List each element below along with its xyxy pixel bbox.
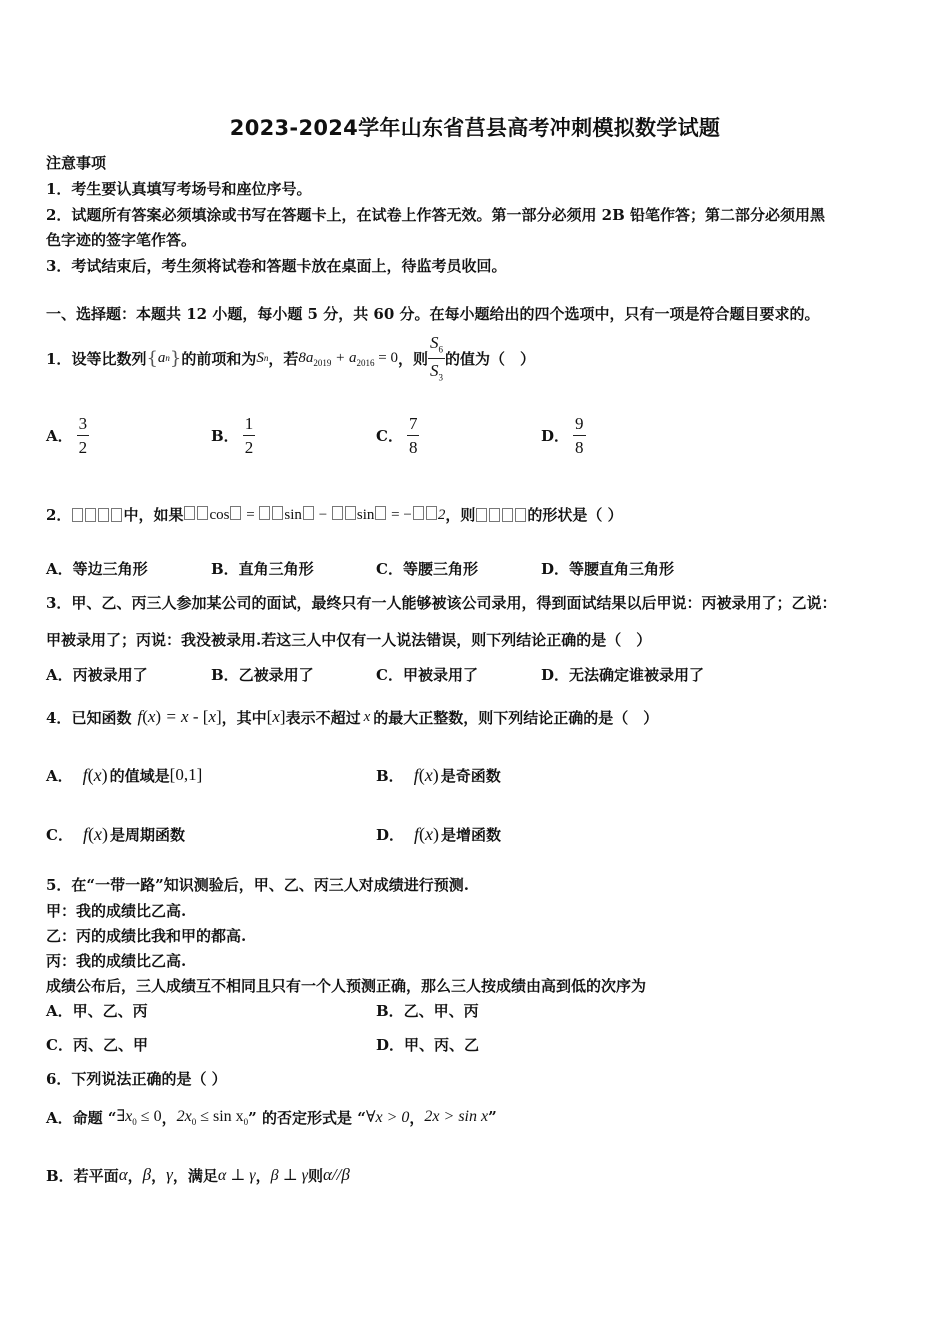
option-d[interactable]: D．等腰直角三角形	[541, 560, 675, 578]
option-d[interactable]: D． f(x) 是增函数	[376, 823, 502, 844]
notice-item: 色字迹的签字笔作答。	[46, 231, 197, 249]
ratio-fraction: $\frac{S_6}{S_3}$	[430, 333, 443, 382]
question-5-line: 甲：我的成绩比乙高.	[46, 902, 187, 920]
question-text: 的值为（ ）	[445, 349, 536, 368]
option-b[interactable]: B．乙、甲、丙	[376, 1002, 479, 1020]
notice-heading: 注意事项	[46, 154, 107, 172]
option-a[interactable]: A．甲、乙、丙	[46, 1002, 148, 1020]
notice-item: 1．考生要认真填写考场号和座位序号。	[46, 180, 312, 198]
question-text: 表示不超过	[285, 708, 361, 727]
function-definition: f(x) = x - [x]	[137, 707, 222, 726]
notice-item: 2．试题所有答案必须填涂或书写在答题卡上，在试卷上作答无效。第一部分必须用 2B 铅笔作答；第二部分必须用黑	[46, 206, 826, 224]
section-heading: 一、选择题：本题共 12 小题，每小题 5 分，共 60 分。在每小题给出的四个选项中，只有一项是符合题目要求的。	[46, 305, 820, 323]
option-a[interactable]: A．丙被录用了	[46, 666, 148, 684]
question-text: 的前项和为	[181, 349, 257, 368]
option-b[interactable]: B． $\frac{1}{2}$	[211, 413, 254, 457]
option-b[interactable]: B．若平面 α ， β ， γ ，满足 α ⊥ γ ， β ⊥ γ 则 α//β	[46, 1165, 350, 1185]
question-3-line: 甲被录用了；丙说：我没被录用.若这三人中仅有一人说法错误，则下列结论正确的是（ ）	[46, 631, 652, 649]
option-c[interactable]: C．等腰三角形	[376, 560, 478, 578]
option-b[interactable]: B．乙被录用了	[211, 666, 314, 684]
notice-item: 3．考试结束后，考生须将试卷和答题卡放在桌面上，待监考员收回。	[46, 257, 507, 275]
question-text: ，则	[397, 349, 428, 368]
question-2	[46, 504, 623, 525]
broken-equation: cos = sin − sin = − 2	[183, 506, 445, 524]
option-c[interactable]: C． f(x) 是周期函数	[46, 823, 185, 844]
option-c[interactable]: C．丙、乙、甲	[46, 1036, 148, 1054]
question-5-line: 成绩公布后，三人成绩互不相同且只有一个人预测正确，那么三人按成绩由高到低的次序为	[46, 977, 647, 995]
option-fraction: $\frac{7}{8}$	[408, 413, 418, 457]
question-3-line: 3．甲、乙、丙三人参加某公司的面试，最终只有一人能够被该公司录用，得到面试结果以后甲说：丙被录用了；乙说：	[46, 594, 837, 612]
option-d[interactable]: D． $\frac{9}{8}$	[541, 413, 584, 457]
option-a[interactable]: A．等边三角形	[46, 560, 148, 578]
subscript: n	[165, 353, 170, 363]
question-text: 中，如果	[123, 506, 184, 524]
question-text: 设等比数列	[71, 349, 147, 368]
option-fraction: $\frac{9}{8}$	[575, 413, 584, 457]
floor-symbol: [x]	[266, 707, 286, 726]
question-6-stem: 6．下列说法正确的是（ ）	[46, 1070, 227, 1088]
question-5-line: 乙：丙的成绩比我和甲的都高.	[46, 927, 247, 945]
question-5-line: 5．在“一带一路”知识测验后，甲、乙、丙三人对成绩进行预测.	[46, 876, 469, 894]
question-text: ，则	[445, 506, 476, 524]
sum-symbol: S	[256, 349, 264, 366]
question-text: ，其中	[221, 708, 267, 727]
question-number: 2．	[46, 506, 72, 524]
option-a[interactable]: A．命题 “ $\exists x_0 \le 0$ ， $2x_0 \le \sin x_0$ ” 的否定形式是 “ ∀x > 0 ， 2x > sin x ”	[46, 1108, 497, 1128]
sequence-symbol: a	[157, 349, 166, 366]
equation: $8a_{2019} + a_{2016} = 0$	[298, 350, 398, 368]
question-1: 1． 设等比数列 { a n } 的前项和为 S n ，若 $8a_{2019} + a_{2016} = 0$ ，则 $\frac{S_6}{S_3}$ 的值为（ ）	[46, 333, 536, 382]
variable: x	[363, 708, 371, 725]
question-5-line: 丙：我的成绩比乙高.	[46, 952, 187, 970]
option-a[interactable]: A． $\frac{3}{2}$	[46, 413, 88, 457]
option-d[interactable]: D．无法确定谁被录用了	[541, 666, 705, 684]
subscript: n	[263, 353, 269, 363]
question-number: 1．	[46, 349, 72, 368]
question-number: 4．	[46, 708, 72, 727]
question-text: 的最大正整数，则下列结论正确的是（ ）	[373, 708, 659, 727]
question-4	[46, 700, 658, 734]
option-b[interactable]: B． f(x) 是奇函数	[376, 764, 501, 785]
option-fraction: $\frac{3}{2}$	[78, 413, 88, 457]
option-a[interactable]: A． f(x) 的值域是 [0,1]	[46, 764, 203, 785]
option-b[interactable]: B．直角三角形	[211, 560, 314, 578]
question-text: 已知函数	[71, 708, 132, 727]
option-d[interactable]: D．甲、丙、乙	[376, 1036, 480, 1054]
option-c[interactable]: C． $\frac{7}{8}$	[376, 413, 418, 457]
question-text: ，若	[268, 349, 299, 368]
option-c[interactable]: C．甲被录用了	[376, 666, 478, 684]
page-title: 2023-2024学年山东省莒县高考冲刺模拟数学试题	[229, 116, 721, 140]
question-text: 的形状是（ ）	[527, 506, 623, 524]
option-fraction: $\frac{1}{2}$	[244, 413, 254, 457]
